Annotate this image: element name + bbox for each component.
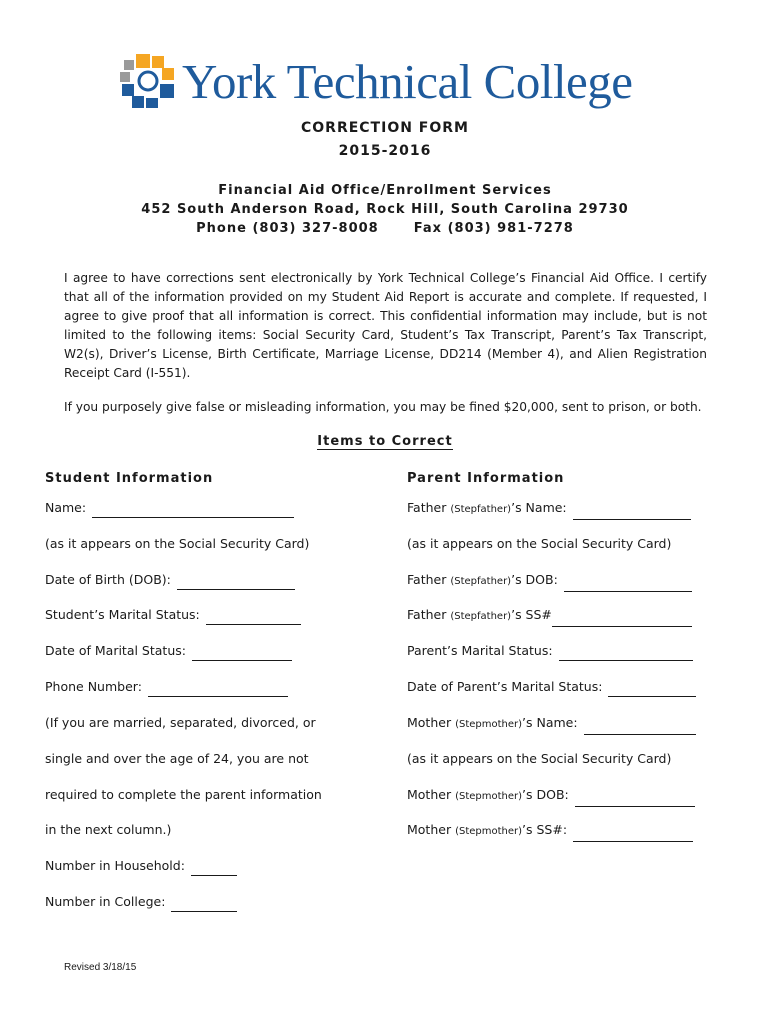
warning-paragraph: If you purposely give false or misleading information, you may be fined $20,000, sent to prison, or both. [64,400,702,414]
father-ss-field[interactable]: Father (Stepfather)’s SS# [407,605,692,625]
mother-ss-field[interactable]: Mother (Stepmother)’s SS#: [407,820,693,840]
office-fax: Fax (803) 981-7278 [413,221,574,236]
college-count-field[interactable]: Number in College: [45,892,237,912]
father-dob-line[interactable] [564,577,692,592]
student-note-1: (If you are married, separated, divorced, or [45,715,316,730]
student-dob-line[interactable] [177,575,295,590]
mother-name-field[interactable]: Mother (Stepmother)’s Name: [407,713,696,733]
student-note-2: single and over the age of 24, you are not [45,751,309,766]
student-marital-field[interactable]: Student’s Marital Status: [45,605,301,625]
parent-marital-field[interactable]: Parent’s Marital Status: [407,641,693,661]
student-dob-field[interactable]: Date of Birth (DOB): [45,570,295,590]
parent-marital-line[interactable] [559,646,693,661]
student-heading: Student Information [45,471,214,486]
household-line[interactable] [191,861,237,876]
mother-ss-line[interactable] [573,827,693,842]
office-address: 452 South Anderson Road, Rock Hill, South Carolina 29730 [141,202,629,217]
student-note-3: required to complete the parent information [45,787,322,802]
mother-name-line[interactable] [584,720,696,735]
office-contact [0,221,770,236]
office-phone: Phone (803) 327-8008 [196,221,379,236]
items-heading: Items to Correct [317,434,453,449]
office-name: Financial Aid Office/Enrollment Services [218,183,552,198]
father-dob-field[interactable]: Father (Stepfather)’s DOB: [407,570,692,590]
household-field[interactable]: Number in Household: [45,856,237,876]
student-phone-field[interactable]: Phone Number: [45,677,288,697]
father-name-field[interactable]: Father (Stepfather)’s Name: [407,498,691,518]
parent-marital-date-line[interactable] [608,682,696,697]
father-name-note: (as it appears on the Social Security Card) [407,536,672,551]
student-name-line[interactable] [92,503,294,518]
parent-heading: Parent Information [407,471,565,486]
college-logo [118,50,658,112]
mother-dob-line[interactable] [575,792,695,807]
student-marital-date-field[interactable]: Date of Marital Status: [45,641,292,661]
student-marital-line[interactable] [206,610,301,625]
form-title: CORRECTION FORM [300,120,469,136]
parent-marital-date-field[interactable]: Date of Parent’s Marital Status: [407,677,696,697]
college-logo-icon [118,52,178,110]
agreement-paragraph: I agree to have corrections sent electronically by York Technical College’s Financial Aid Office. I certify that all of the information provided on my Student Aid Report is accurate and complete. If requested, I agree to give proof that all information is correct. This confidential information may include, but is not limited to the following items: Social Security Card, Student’s Tax Transcript, Parent’s Tax Transcript, W2(s), Driver’s License, Birth Certificate, Marriage License, DD214 (Member 4), and Alien Registration Receipt Card (I-551). [64,271,707,380]
revised-date: Revised 3/18/15 [64,962,137,973]
mother-name-note: (as it appears on the Social Security Card) [407,751,672,766]
student-name-field[interactable]: Name: [45,498,294,518]
college-count-line[interactable] [171,897,237,912]
mother-dob-field[interactable]: Mother (Stepmother)’s DOB: [407,785,695,805]
student-marital-date-line[interactable] [192,646,292,661]
father-name-line[interactable] [573,505,691,520]
student-phone-line[interactable] [148,682,288,697]
student-name-note: (as it appears on the Social Security Card) [45,536,310,551]
college-logo-text: York Technical College [182,53,633,109]
student-note-4: in the next column.) [45,822,172,837]
father-ss-line[interactable] [552,612,692,627]
form-year: 2015-2016 [338,143,432,159]
